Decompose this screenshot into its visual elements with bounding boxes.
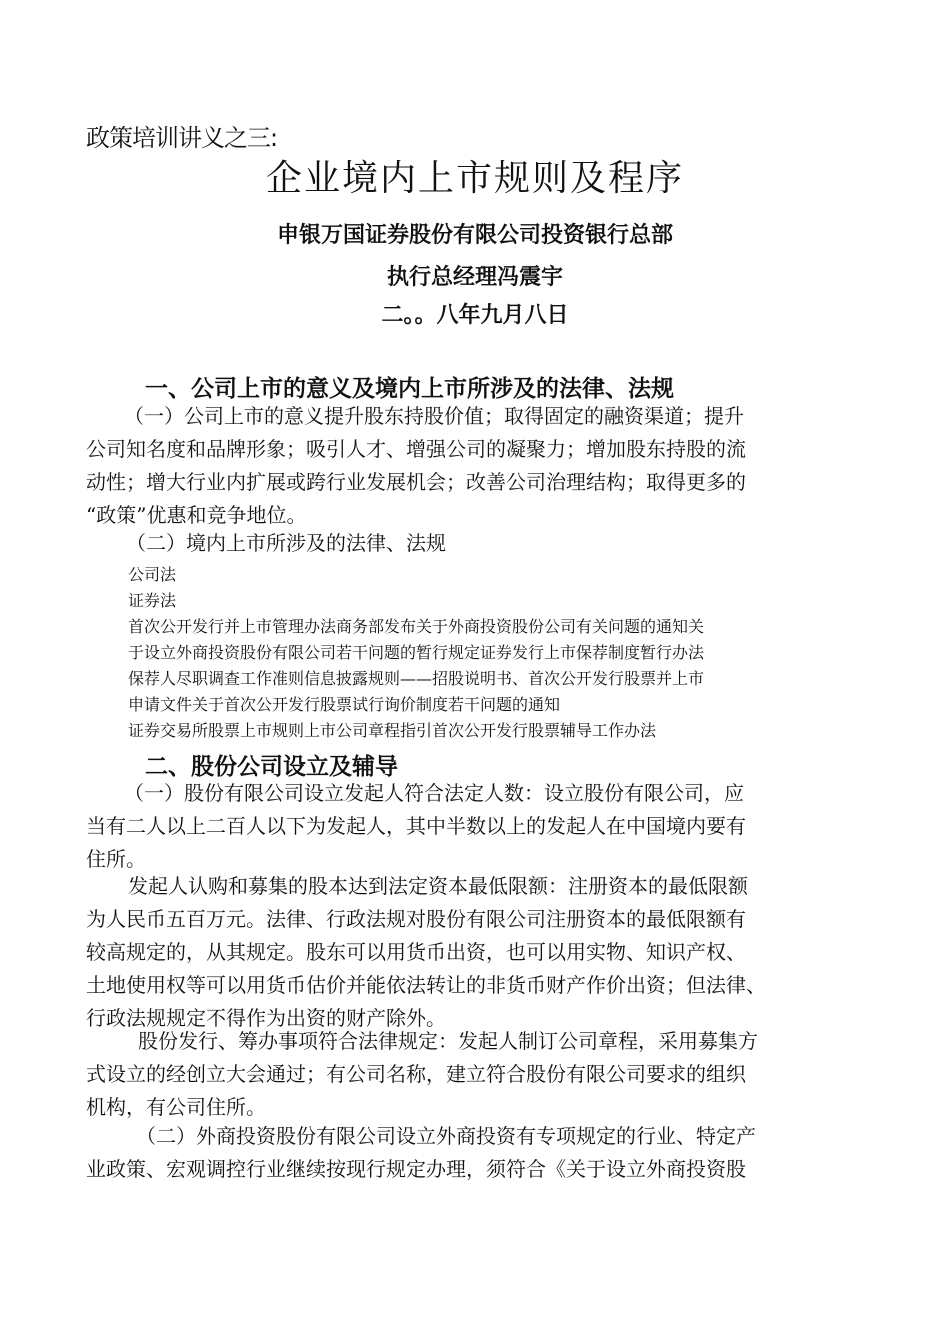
organization: 申银万国证券股份有限公司投资银行总部 [276,223,673,248]
text-line: 土地使用权等可以用货币估价并能依法转让的非货币财产作价出资；但法律、 [86,973,766,997]
law-item: 证券交易所股票上市规则上市公司章程指引首次公开发行股票辅导工作办法 [128,721,657,740]
date: 二。。八年九月八日 [381,303,569,328]
text-line: 业政策、宏观调控行业继续按现行规定办理，须符合《关于设立外商投资股 [86,1157,746,1181]
text-line: 当有二人以上二百人以下为发起人，其中半数以上的发起人在中国境内要有 [86,814,746,838]
section-2-paragraph-3 [86,1025,870,1124]
text-line: 公司知名度和品牌形象；吸引人才、增强公司的凝聚力；增加股东持股的流 [86,437,746,461]
law-item: 申请文件关于首次公开发行股票试行询价制度若干问题的通知 [128,695,561,714]
section-2-paragraph-1 [86,777,870,876]
author: 执行总经理冯震宇 [386,265,563,290]
section-2-heading: 二、股份公司设立及辅导 [145,754,398,780]
text-line: 股份发行、筹办事项符合法律规定：发起人制订公司章程，采用募集方 [138,1029,758,1053]
text-line: 机构，有公司住所。 [86,1095,266,1119]
section-1-heading: 一、公司上市的意义及境内上市所涉及的法律、法规 [145,376,674,402]
document-title: 企业境内上市规则及程序 [265,158,684,199]
text-line: （一）公司上市的意义提升股东持股价值；取得固定的融资渠道；提升 [124,404,744,428]
law-item: 保荐人尽职调查工作准则信息披露规则——招股说明书、首次公开发行股票并上市 [128,669,705,688]
section-2-paragraph-2 [86,870,870,1035]
law-item: 公司法 [128,565,177,584]
text-line: 式设立的经创立大会通过；有公司名称，建立符合股份有限公司要求的组织 [86,1062,746,1086]
law-item: 于设立外商投资股份有限公司若干问题的暂行规定证券发行上市保荐制度暂行办法 [128,643,705,662]
text-line: 较高规定的，从其规定。股东可以用货币出资，也可以用实物、知识产权、 [86,940,746,964]
text-line: “政策”优惠和竞争地位。 [86,503,307,527]
series-label: 政策培训讲义之三: [86,124,278,152]
section-1-paragraph-1 [86,400,870,532]
text-line: 动性；增大行业内扩展或跨行业发展机会；改善公司治理结构；取得更多的 [86,470,746,494]
law-item: 证券法 [128,591,177,610]
section-2-paragraph-4 [86,1120,870,1186]
text-line: （一）股份有限公司设立发起人符合法定人数：设立股份有限公司，应 [124,781,744,805]
text-line: 行政法规规定不得作为出资的财产除外。 [86,1006,446,1030]
text-line: 为人民币五百万元。法律、行政法规对股份有限公司注册资本的最低限额有 [86,907,746,931]
text-line: （二）外商投资股份有限公司设立外商投资有专项规定的行业、特定产 [136,1124,756,1148]
text-line: 住所。 [86,847,146,871]
text-line: 发起人认购和募集的股本达到法定资本最低限额：注册资本的最低限额 [128,874,748,898]
section-1-subheading-2: （二）境内上市所涉及的法律、法规 [126,531,446,555]
law-list [128,562,873,744]
law-item: 首次公开发行并上市管理办法商务部发布关于外商投资股份公司有关问题的通知关 [128,617,705,636]
